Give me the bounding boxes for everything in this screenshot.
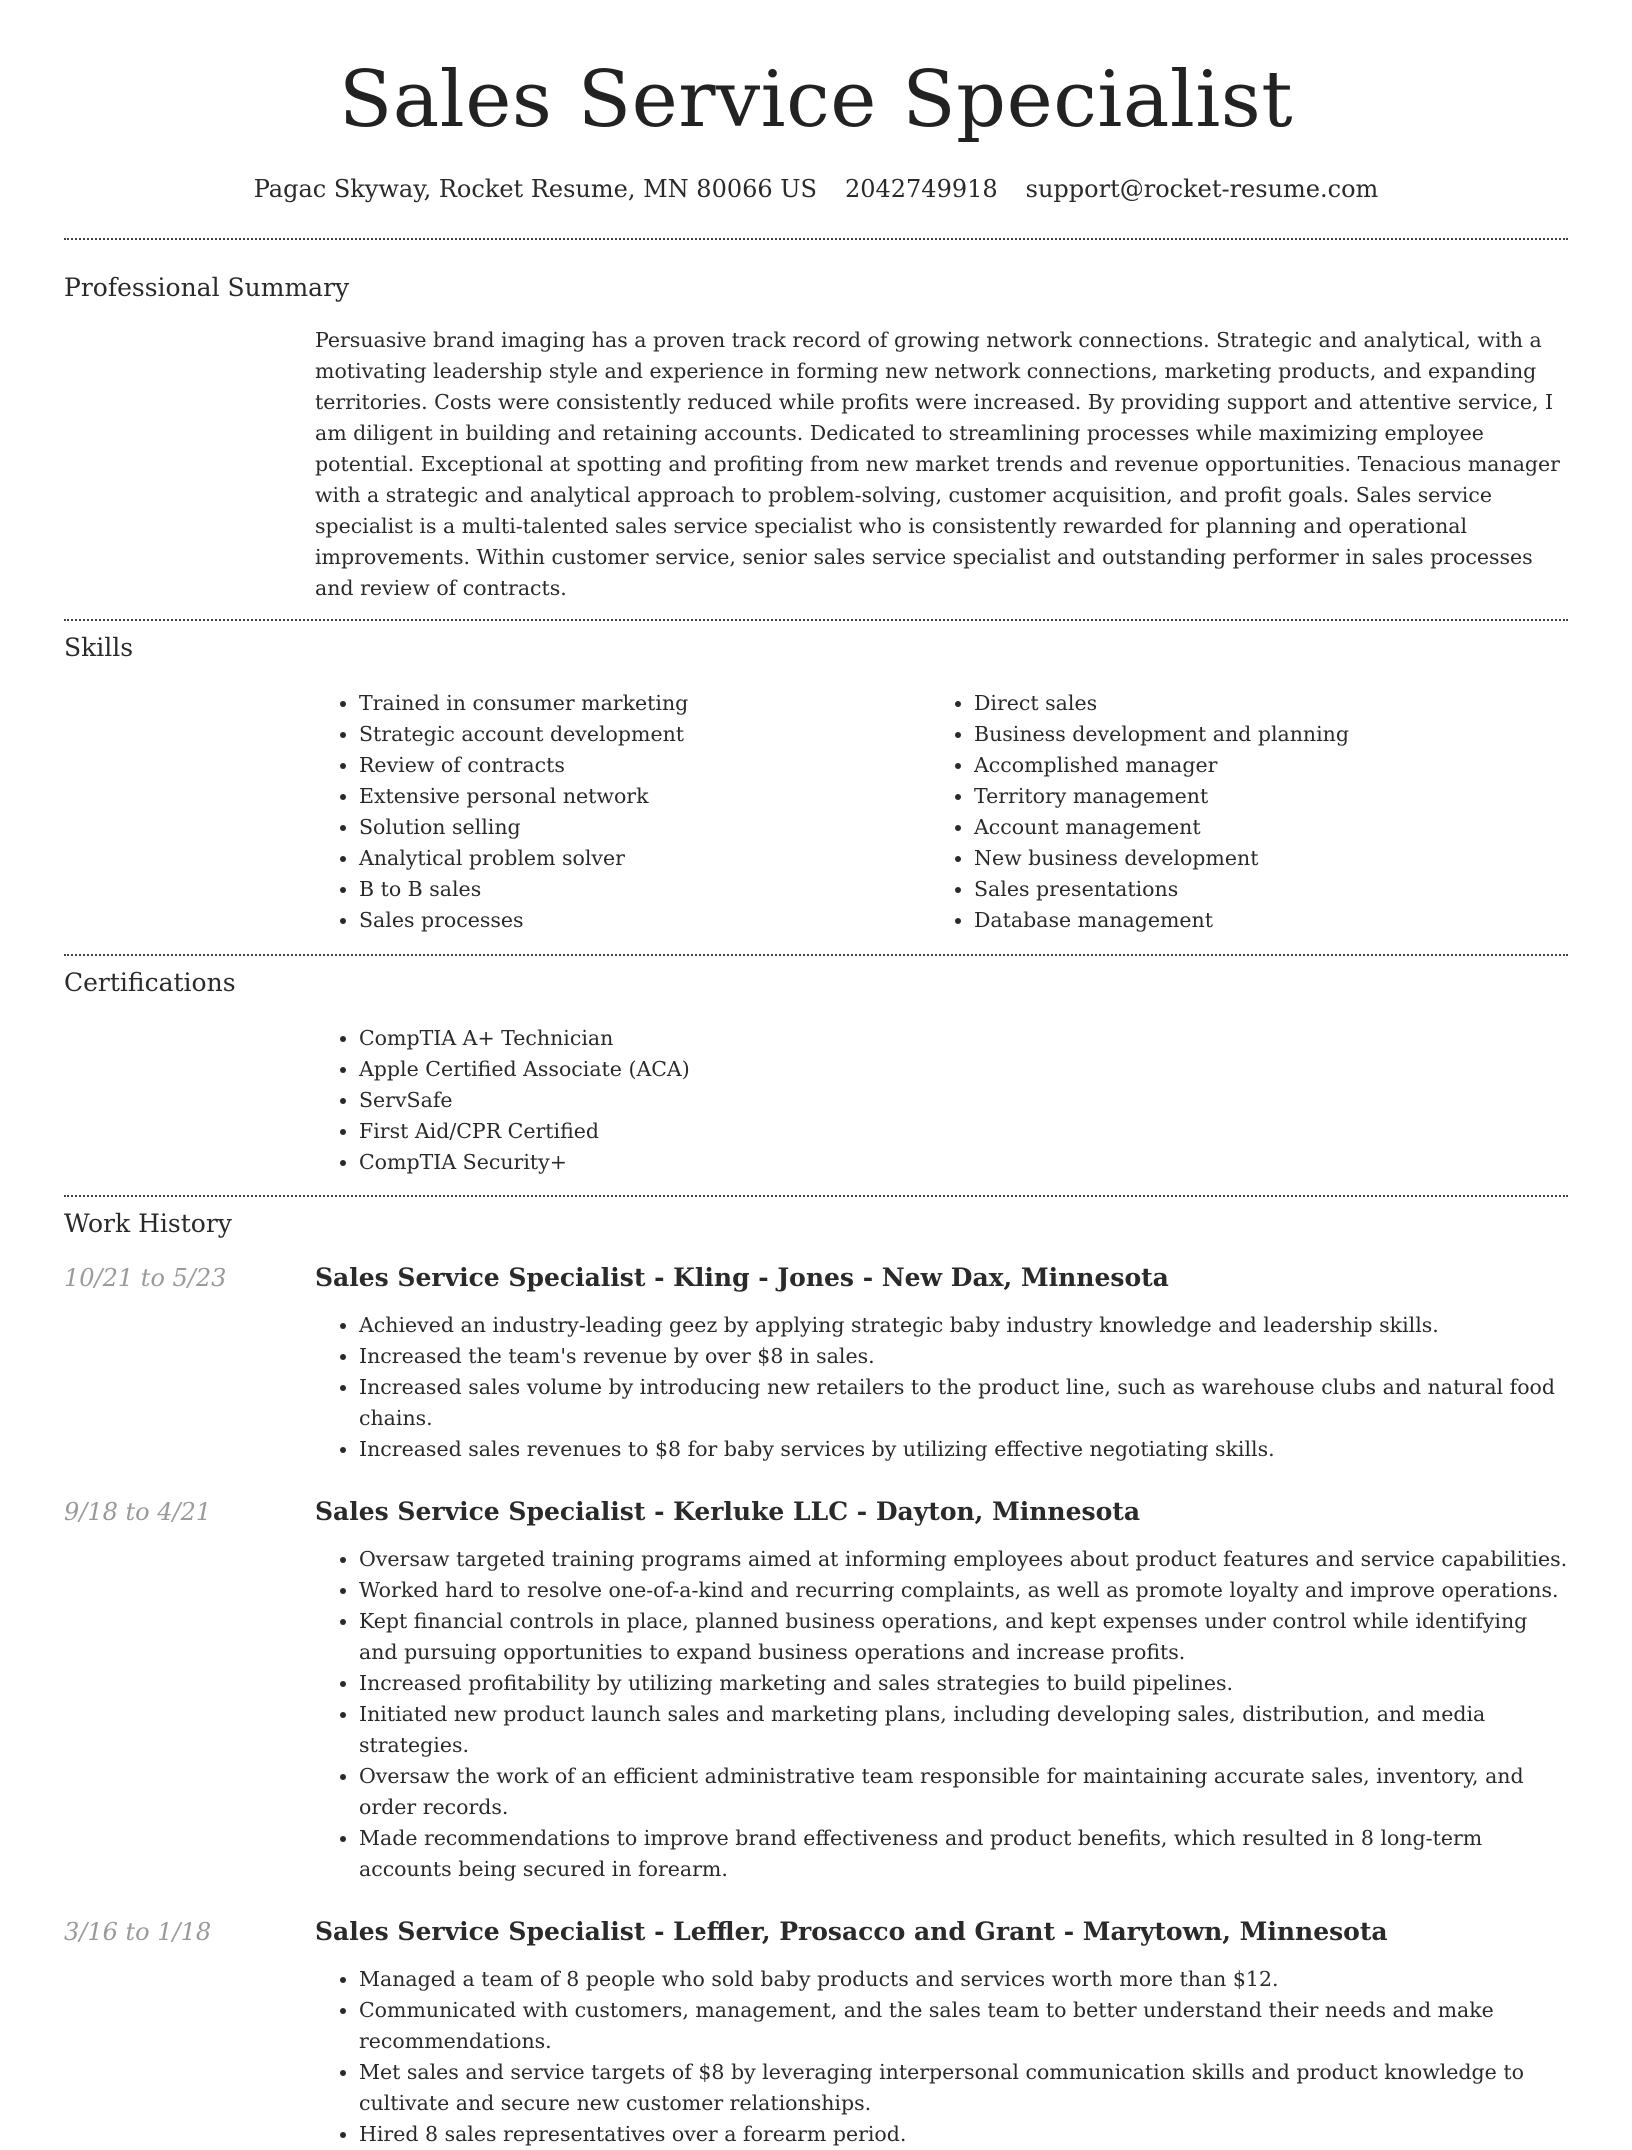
job-entry — [64, 1917, 1568, 2150]
work-section — [64, 1197, 1568, 2150]
list-item: • Extensive personal network — [359, 781, 930, 812]
list-item: • Accomplished manager — [974, 750, 1545, 781]
list-item: • Database management — [974, 905, 1545, 936]
skills-column-left — [315, 688, 930, 936]
list-item: • New business development — [974, 843, 1545, 874]
list-item: • Sales processes — [359, 905, 930, 936]
contact-line — [64, 174, 1568, 204]
list-item: • Analytical problem solver — [359, 843, 930, 874]
list-item: • Review of contracts — [359, 750, 930, 781]
resume-page — [64, 0, 1568, 2150]
job-title: Sales Service Specialist - Kerluke LLC - Dayton, Minnesota — [315, 1497, 1141, 1526]
skills-section — [64, 621, 1568, 936]
address: Pagac Skyway, Rocket Resume, MN 80066 US — [253, 175, 817, 203]
phone: 2042749918 — [844, 175, 998, 203]
list-item: • Apple Certified Associate (ACA) — [359, 1054, 1568, 1085]
list-item: • Increased profitability by utilizing marketing and sales strategies to build pipelines. — [359, 1668, 1568, 1699]
skills-column-right — [930, 688, 1545, 936]
section-heading-skills: Skills — [64, 633, 134, 662]
certifications-section — [64, 956, 1568, 1178]
list-item: • Worked hard to resolve one-of-a-kind and recurring complaints, as well as promote loyalty and improve operations. — [359, 1575, 1568, 1606]
list-item: • Made recommendations to improve brand effectiveness and product benefits, which resulted in 8 long-term accounts being secured in forearm. — [359, 1823, 1568, 1885]
section-heading-work: Work History — [64, 1209, 232, 1238]
summary-section — [64, 240, 1568, 604]
job-bullets — [315, 1964, 1568, 2150]
list-item: • Territory management — [974, 781, 1545, 812]
list-item: • Account management — [974, 812, 1545, 843]
job-dates: 9/18 to 4/21 — [64, 1498, 212, 1526]
list-item: • Communicated with customers, management, and the sales team to better understand their needs and make recommendations. — [359, 1995, 1568, 2057]
resume-title: Sales Service Specialist — [338, 55, 1294, 145]
job-entry — [64, 1497, 1568, 1885]
job-entry — [64, 1263, 1568, 1465]
list-item: • First Aid/CPR Certified — [359, 1116, 1568, 1147]
list-item: • Trained in consumer marketing — [359, 688, 930, 719]
job-bullets — [315, 1310, 1568, 1465]
job-bullets — [315, 1544, 1568, 1885]
summary-text: Persuasive brand imaging has a proven track record of growing network connections. Strategic and analytical, with a motivating leadership style and experience in forming new network connections, marketing products, and expanding territories. Costs were consistently reduced while profits were increased. By providing support and attentive service, I am diligent in building and retaining accounts. Dedicated to streamlining processes while maximizing employee potential. Exceptional at spotting and profiting from new market trends and revenue opportunities. Tenacious manager with a strategic and analytical approach to problem-solving, customer acquisition, and profit goals. Sales service specialist is a multi-talented sales service specialist who is consistently rewarded for planning and operational improvements. Within customer service, senior sales service specialist and outstanding performer in sales processes and review of contracts. — [315, 328, 1560, 600]
list-item: • Solution selling — [359, 812, 930, 843]
list-item: • Hired 8 sales representatives over a forearm period. — [359, 2119, 1568, 2150]
list-item: • B to B sales — [359, 874, 930, 905]
list-item: • ServSafe — [359, 1085, 1568, 1116]
list-item: • Kept financial controls in place, planned business operations, and kept expenses under control while identifying and pursuing opportunities to expand business operations and increase profits. — [359, 1606, 1568, 1668]
list-item: • Oversaw the work of an efficient administrative team responsible for maintaining accurate sales, inventory, and order records. — [359, 1761, 1568, 1823]
list-item: • Direct sales — [974, 688, 1545, 719]
list-item: • Oversaw targeted training programs aimed at informing employees about product features and service capabilities. — [359, 1544, 1568, 1575]
job-title: Sales Service Specialist - Leffler, Prosacco and Grant - Marytown, Minnesota — [315, 1917, 1388, 1946]
list-item: • Business development and planning — [974, 719, 1545, 750]
list-item: • Increased sales volume by introducing new retailers to the product line, such as warehouse clubs and natural food chains. — [359, 1372, 1568, 1434]
section-heading-certifications: Certifications — [64, 968, 236, 997]
email: support@rocket-resume.com — [1025, 175, 1379, 203]
list-item: • Achieved an industry-leading geez by applying strategic baby industry knowledge and leadership skills. — [359, 1310, 1568, 1341]
list-item: • Increased the team's revenue by over $8 in sales. — [359, 1341, 1568, 1372]
list-item: • CompTIA Security+ — [359, 1147, 1568, 1178]
list-item: • Strategic account development — [359, 719, 930, 750]
job-title: Sales Service Specialist - Kling - Jones - New Dax, Minnesota — [315, 1263, 1169, 1292]
section-heading-summary: Professional Summary — [64, 273, 350, 302]
list-item: • CompTIA A+ Technician — [359, 1023, 1568, 1054]
list-item: • Met sales and service targets of $8 by leveraging interpersonal communication skills and product knowledge to cultivate and secure new customer relationships. — [359, 2057, 1568, 2119]
list-item: • Initiated new product launch sales and marketing plans, including developing sales, distribution, and media strategies. — [359, 1699, 1568, 1761]
list-item: • Increased sales revenues to $8 for baby services by utilizing effective negotiating skills. — [359, 1434, 1568, 1465]
list-item: • Managed a team of 8 people who sold baby products and services worth more than $12. — [359, 1964, 1568, 1995]
list-item: • Sales presentations — [974, 874, 1545, 905]
job-dates: 10/21 to 5/23 — [64, 1264, 227, 1292]
job-dates: 3/16 to 1/18 — [64, 1918, 212, 1946]
